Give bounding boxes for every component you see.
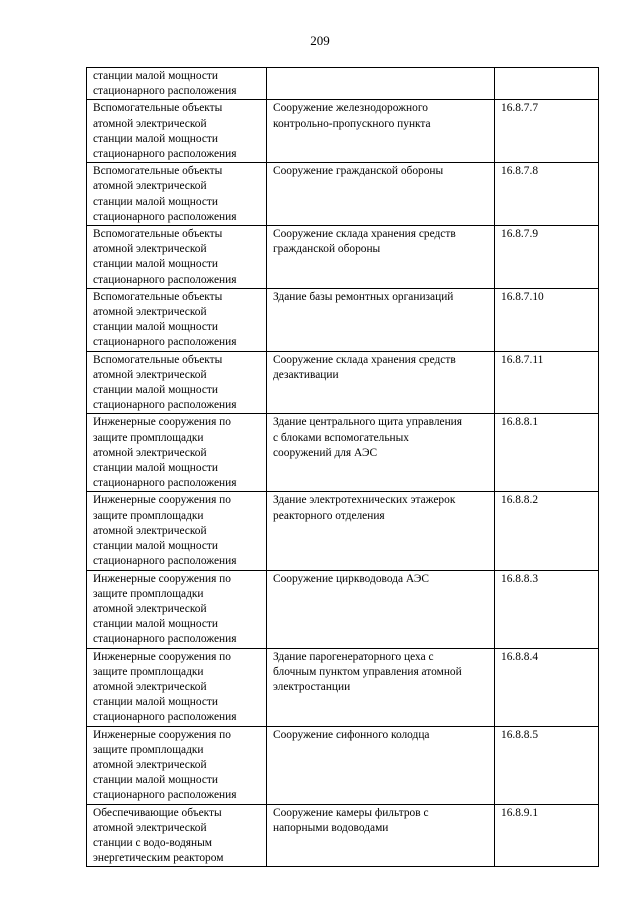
object-name-cell-line: Сооружение гражданской обороны (273, 165, 444, 178)
object-type-cell-line: стационарного расположения (93, 399, 237, 412)
object-type-cell-line: атомной электрической (93, 243, 207, 256)
object-type-cell-line: Инженерные сооружения по (93, 416, 231, 429)
object-type-cell-line: станции малой мощности (93, 618, 218, 631)
object-name-cell (267, 726, 495, 804)
object-type-cell (87, 288, 267, 351)
object-name-cell-line: Сооружение сифонного колодца (273, 728, 430, 741)
object-type-cell-line: защите промплощадки (93, 509, 204, 522)
object-type-cell-line: стационарного расположения (93, 711, 237, 724)
object-type-cell-line: станции с водо-водяным (93, 836, 212, 849)
table-row (87, 100, 599, 163)
object-type-cell-line: атомной электрической (93, 524, 207, 537)
object-type-cell-line: Инженерные сооружения по (93, 728, 231, 741)
object-type-cell-line: атомной электрической (93, 446, 207, 459)
object-name-cell (267, 288, 495, 351)
object-name-cell-line: гражданской обороны (273, 243, 381, 256)
object-type-cell-line: станции малой мощности (93, 321, 218, 334)
object-name-cell (267, 226, 495, 289)
object-name-cell (267, 163, 495, 226)
object-type-cell-line: защите промплощадки (93, 431, 204, 444)
object-code-cell: 16.8.7.9 (495, 226, 599, 289)
object-name-cell-line: блочным пунктом управления атомной (273, 665, 462, 678)
table-row (87, 163, 599, 226)
table-row (87, 351, 599, 414)
object-type-cell-line: стационарного расположения (93, 148, 237, 161)
object-type-cell-line: энергетическим реактором (93, 852, 224, 865)
object-type-cell-line: Вспомогательные объекты (93, 353, 223, 366)
object-code-cell: 16.8.8.4 (495, 648, 599, 726)
object-type-cell-line: атомной электрической (93, 306, 207, 319)
object-type-cell-line: атомной электрической (93, 117, 207, 130)
object-code-cell: 16.8.8.3 (495, 570, 599, 648)
object-name-cell-line: с блоками вспомогательных (273, 431, 409, 444)
object-name-cell-line: Здание парогенераторного цеха с (273, 650, 434, 663)
object-type-cell-line: атомной электрической (93, 680, 207, 693)
object-type-cell-line: станции малой мощности (93, 195, 218, 208)
object-type-cell (87, 414, 267, 492)
object-name-cell-line: дезактивации (273, 368, 339, 381)
table-row (87, 726, 599, 804)
object-type-cell-line: Вспомогательные объекты (93, 228, 223, 241)
object-type-cell-line: станции малой мощности (93, 258, 218, 271)
object-name-cell-line: реакторного отделения (273, 509, 385, 522)
object-type-cell-line: защите промплощадки (93, 665, 204, 678)
table-row (87, 226, 599, 289)
object-code-cell: 16.8.8.1 (495, 414, 599, 492)
object-name-cell-line: контрольно-пропускного пункта (273, 117, 431, 130)
object-type-cell-line: атомной электрической (93, 368, 207, 381)
object-type-cell-line: Вспомогательные объекты (93, 102, 223, 115)
object-name-cell-line: напорными водоводами (273, 821, 389, 834)
object-name-cell (267, 570, 495, 648)
table-row (87, 288, 599, 351)
table-body (87, 68, 599, 867)
object-name-cell-line: сооружений для АЭС (273, 446, 378, 459)
object-name-cell (267, 804, 495, 867)
object-name-cell-line: Здание электротехнических этажерок (273, 494, 456, 507)
object-type-cell-line: стационарного расположения (93, 85, 237, 98)
object-type-cell-line: стационарного расположения (93, 273, 237, 286)
object-code-cell: 16.8.9.1 (495, 804, 599, 867)
object-code-cell: 16.8.7.8 (495, 163, 599, 226)
table-row (87, 804, 599, 867)
object-type-cell-line: стационарного расположения (93, 210, 237, 223)
object-type-cell (87, 351, 267, 414)
object-name-cell-line: Здание центрального щита управления (273, 416, 463, 429)
object-name-cell-line: Сооружение склада хранения средств (273, 228, 456, 241)
object-type-cell-line: Инженерные сооружения по (93, 650, 231, 663)
object-type-cell-line: станции малой мощности (93, 696, 218, 709)
object-type-cell (87, 100, 267, 163)
object-name-cell (267, 68, 495, 100)
object-name-cell-line: Сооружение циркводовода АЭС (273, 572, 429, 585)
object-name-cell (267, 100, 495, 163)
object-type-cell-line: стационарного расположения (93, 633, 237, 646)
object-name-cell (267, 351, 495, 414)
object-code-cell: 16.8.8.2 (495, 492, 599, 570)
object-type-cell-line: станции малой мощности (93, 70, 218, 82)
object-code-cell: 16.8.7.11 (495, 351, 599, 414)
table-row (87, 68, 599, 100)
object-type-cell (87, 68, 267, 100)
object-type-cell-line: стационарного расположения (93, 336, 237, 349)
object-name-cell-line: Сооружение камеры фильтров с (273, 806, 429, 819)
object-type-cell-line: стационарного расположения (93, 477, 237, 490)
table-row (87, 648, 599, 726)
object-type-cell-line: стационарного расположения (93, 555, 237, 568)
object-type-cell (87, 226, 267, 289)
object-type-cell (87, 726, 267, 804)
object-name-cell (267, 414, 495, 492)
object-name-cell-line: Сооружение железнодорожного (273, 102, 428, 115)
object-code-cell: 16.8.7.7 (495, 100, 599, 163)
object-type-cell-line: стационарного расположения (93, 789, 237, 802)
object-type-cell-line: станции малой мощности (93, 462, 218, 475)
object-type-cell-line: защите промплощадки (93, 587, 204, 600)
table-row (87, 492, 599, 570)
object-type-cell (87, 163, 267, 226)
object-code-cell: 16.8.7.10 (495, 288, 599, 351)
object-type-cell (87, 804, 267, 867)
object-type-cell-line: Вспомогательные объекты (93, 165, 223, 178)
object-type-cell-line: Инженерные сооружения по (93, 572, 231, 585)
object-type-cell-line: Обеспечивающие объекты (93, 806, 222, 819)
object-type-cell (87, 492, 267, 570)
page-number: 209 (310, 33, 330, 48)
object-type-cell-line: защите промплощадки (93, 743, 204, 756)
object-type-cell-line: станции малой мощности (93, 774, 218, 787)
object-type-cell-line: Инженерные сооружения по (93, 494, 231, 507)
object-type-cell-line: атомной электрической (93, 602, 207, 615)
object-name-cell-line: электростанции (273, 680, 351, 693)
object-type-cell-line: атомной электрической (93, 758, 207, 771)
objects-table (86, 67, 599, 867)
table-row (87, 414, 599, 492)
object-type-cell-line: Вспомогательные объекты (93, 290, 223, 303)
object-name-cell (267, 492, 495, 570)
object-type-cell-line: станции малой мощности (93, 384, 218, 397)
object-type-cell-line: атомной электрической (93, 180, 207, 193)
object-type-cell-line: атомной электрической (93, 821, 207, 834)
object-code-cell (495, 68, 599, 100)
object-name-cell-line: Сооружение склада хранения средств (273, 353, 456, 366)
object-type-cell-line: станции малой мощности (93, 132, 218, 145)
object-name-cell (267, 648, 495, 726)
object-type-cell (87, 648, 267, 726)
object-type-cell (87, 570, 267, 648)
table-row (87, 570, 599, 648)
object-name-cell-line: Здание базы ремонтных организаций (273, 290, 454, 303)
object-code-cell: 16.8.8.5 (495, 726, 599, 804)
object-type-cell-line: станции малой мощности (93, 540, 218, 553)
